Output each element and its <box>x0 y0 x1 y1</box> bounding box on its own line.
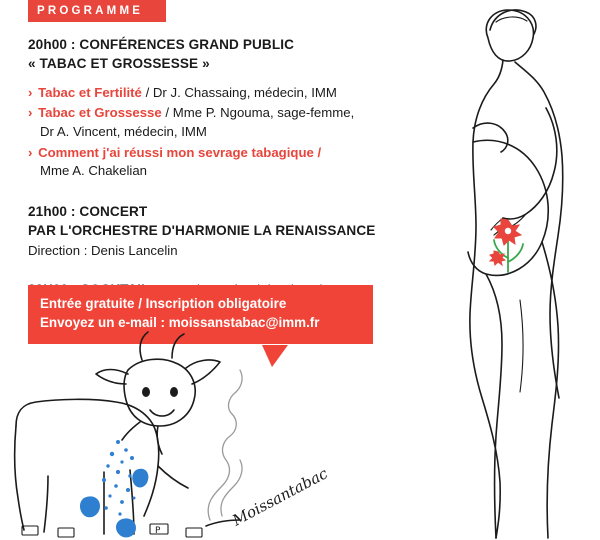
programme-header-band <box>28 0 166 22</box>
flower-icon <box>494 219 521 245</box>
conference-time-title: 20h00 : CONFÉRENCES GRAND PUBLIC <box>28 37 295 52</box>
conference-item-continuation: Mme A. Chakelian <box>40 163 148 179</box>
confetti-dots <box>80 440 148 537</box>
callout-tail-icon <box>262 345 288 367</box>
programme-block-concert <box>28 203 408 260</box>
callout-line-free-entry: Entrée gratuite / Inscription obligatoire <box>40 296 287 311</box>
conference-item-title: Tabac et Fertilité <box>38 84 142 100</box>
conference-item <box>28 84 408 103</box>
conference-item <box>28 144 408 163</box>
conference-item-title: Tabac et Grossesse <box>38 105 162 121</box>
flower-icon-small <box>490 251 505 265</box>
conference-item-continuation: Dr A. Vincent, médecin, IMM <box>40 123 207 139</box>
conference-item-separator: / <box>141 84 153 100</box>
chevron-icon: › <box>28 144 33 160</box>
conference-item-separator: / <box>161 105 173 121</box>
goat-illustration <box>0 330 420 540</box>
svg-text:P: P <box>155 526 161 536</box>
callout-line-email: Envoyez un e-mail : moissanstabac@imm.fr <box>40 315 320 331</box>
conference-item-detail: Mme P. Ngouma, sage-femme, <box>172 105 355 121</box>
concert-time-title: 21h00 : CONCERT <box>28 204 148 220</box>
conference-item <box>28 104 408 123</box>
programme-header-label: PROGRAMME <box>37 5 144 17</box>
registration-callout <box>28 285 373 344</box>
concert-direction: Direction : Denis Lancelin <box>28 242 178 258</box>
concert-subtitle: PAR L'ORCHESTRE D'HARMONIE LA RENAISSANCE <box>28 222 376 238</box>
conference-subtitle: « TABAC ET GROSSESSE » <box>28 55 210 71</box>
smoke-icon <box>208 370 242 520</box>
conference-item-separator: / <box>313 144 322 160</box>
programme-text-column <box>28 36 408 313</box>
conference-item-title: Comment j'ai réussi mon sevrage tabagique <box>38 144 314 160</box>
cigarette-butts <box>22 524 202 537</box>
conference-item-detail: Dr J. Chassaing, médecin, IMM <box>152 84 337 100</box>
signature-text: Moissantabac <box>229 464 331 530</box>
chevron-icon: › <box>28 84 33 100</box>
programme-block-conferences <box>28 36 408 181</box>
chevron-icon: › <box>28 105 33 121</box>
